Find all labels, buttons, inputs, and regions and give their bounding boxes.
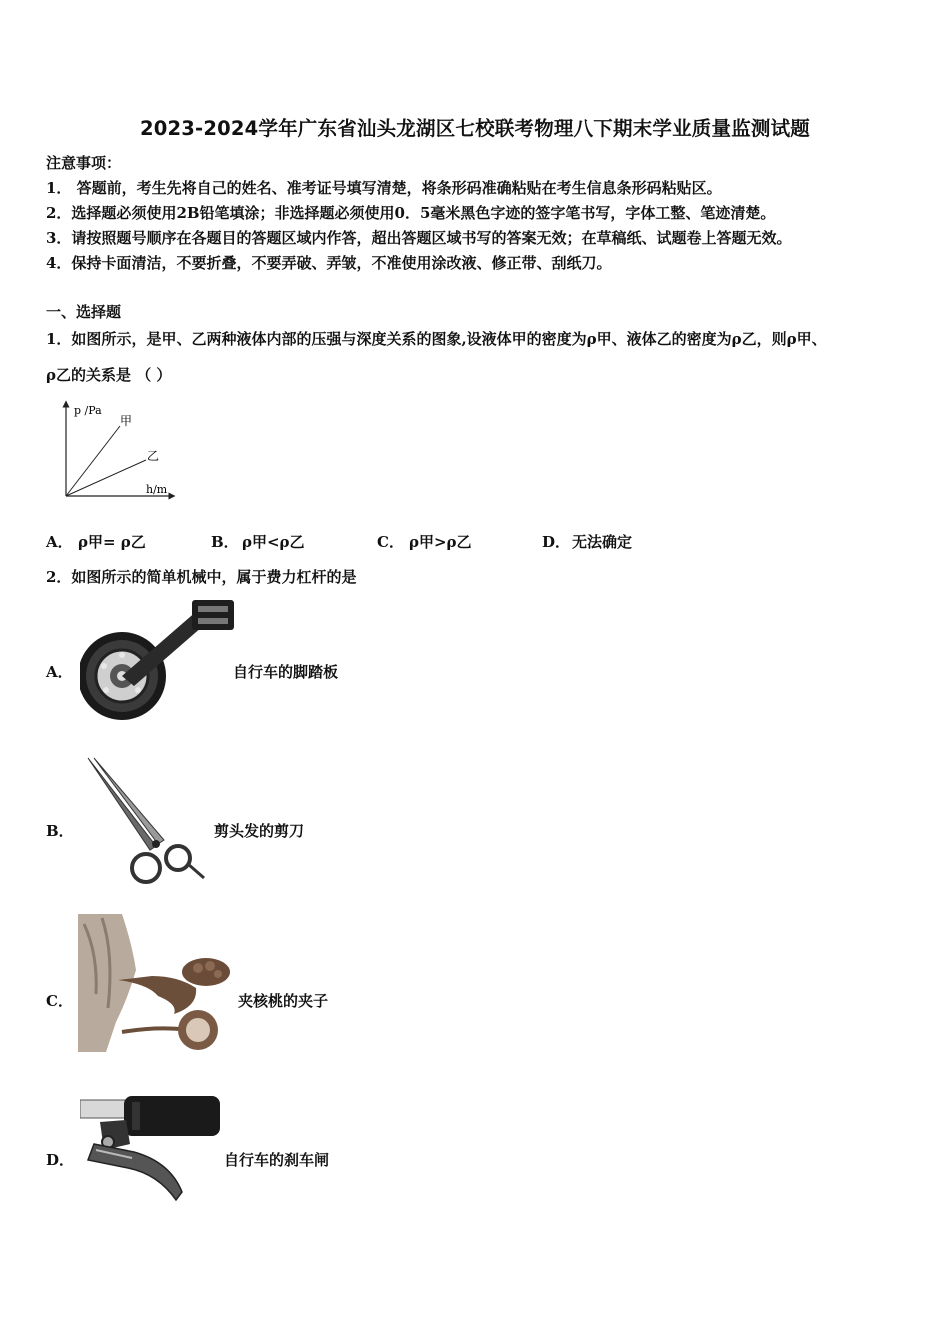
line-jia: [66, 426, 120, 496]
q1-option-b-letter[interactable]: B．: [211, 533, 239, 551]
q2-option-b-letter[interactable]: B．: [46, 822, 74, 840]
y-axis-label: p /Pa: [74, 404, 102, 417]
line-jia-label: 甲: [120, 414, 133, 428]
notice-heading: 注意事项：: [46, 154, 122, 172]
q2-option-a-letter[interactable]: A．: [46, 663, 73, 681]
section-heading: 一、选择题: [46, 303, 122, 321]
q1-option-a-text[interactable]: ρ甲= ρ乙: [78, 533, 146, 551]
q2-option-c-letter[interactable]: C．: [46, 992, 73, 1010]
bicycle-pedal-image: [80, 598, 236, 726]
notice-item-4: 4．保持卡面清洁，不要折叠，不要弄破、弄皱，不准使用涂改液、修正带、刮纸刀。: [46, 254, 612, 272]
q1-option-c-letter[interactable]: C．: [377, 533, 404, 551]
q1-option-b-text[interactable]: ρ甲<ρ乙: [242, 533, 305, 551]
q1-option-a-letter[interactable]: A．: [46, 533, 73, 551]
scissors-image: [84, 754, 208, 892]
walnut-cracker-image: [78, 914, 238, 1056]
q1-option-d-letter[interactable]: D．: [542, 533, 571, 551]
q1-option-d-text[interactable]: 无法确定: [572, 533, 633, 551]
q1-stem-line1: 1．如图所示，是甲、乙两种液体内部的压强与深度关系的图象,设液体甲的密度为ρ甲、液体乙的密度为ρ乙，则ρ甲、: [46, 330, 827, 348]
page-title: 2023-2024学年广东省汕头龙湖区七校联考物理八下期末学业质量监测试题: [139, 117, 811, 140]
q1-stem-line2: ρ乙的关系是 （ ）: [46, 366, 172, 384]
q2-option-b-caption: 剪头发的剪刀: [214, 822, 305, 840]
notice-item-1: 1． 答题前，考生先将自己的姓名、准考证号填写清楚，将条形码准确粘贴在考生信息条形码粘贴区。: [46, 179, 722, 197]
notice-item-3: 3．请按照题号顺序在各题目的答题区域内作答，超出答题区域书写的答案无效；在草稿纸、试题卷上答题无效。: [46, 229, 792, 247]
brake-lever-image: [80, 1092, 222, 1204]
q2-stem: 2．如图所示的简单机械中，属于费力杠杆的是: [46, 568, 357, 586]
line-yi-label: 乙: [147, 449, 160, 463]
notice-item-2: 2．选择题必须使用2B铅笔填涂；非选择题必须使用0．5毫米黑色字迹的签字笔书写，字体工整、笔迹清楚。: [46, 204, 776, 222]
q2-option-c-caption: 夹核桃的夹子: [238, 992, 329, 1010]
line-yi: [66, 460, 146, 496]
x-axis-label: h/m: [146, 483, 168, 496]
q2-option-a-caption: 自行车的脚踏板: [233, 663, 339, 681]
q1-option-c-text[interactable]: ρ甲>ρ乙: [409, 533, 472, 551]
pressure-depth-graph: [56, 398, 180, 504]
q2-option-d-caption: 自行车的刹车闸: [224, 1151, 330, 1169]
q2-option-d-letter[interactable]: D．: [46, 1151, 75, 1169]
